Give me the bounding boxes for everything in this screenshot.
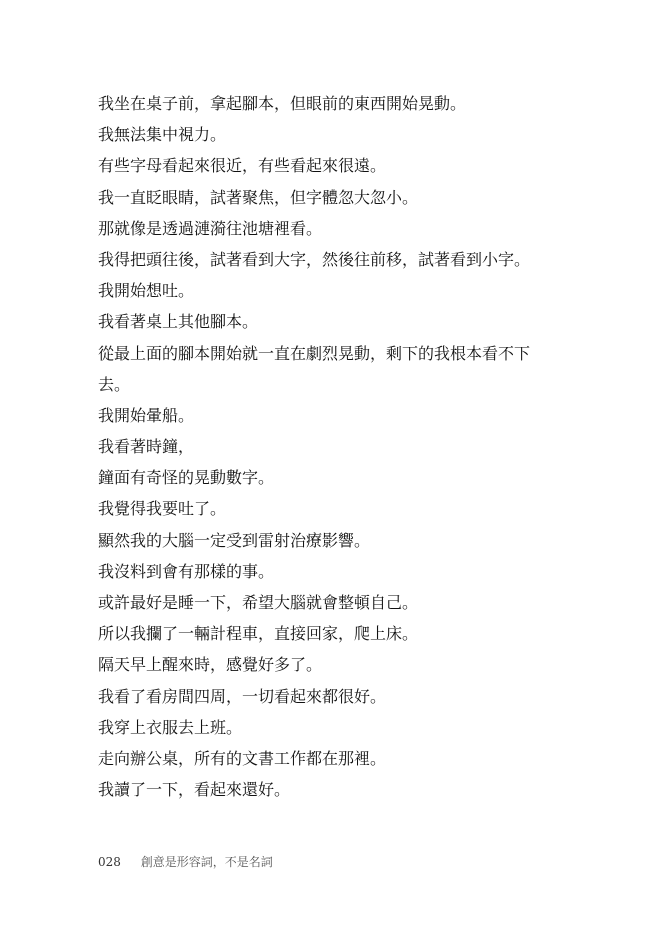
text-line: 有些字母看起來很近，有些看起來很遠。 bbox=[98, 156, 387, 176]
text-line: 我沒料到會有那樣的事。 bbox=[98, 561, 275, 581]
running-title: 創意是形容詞，不是名詞 bbox=[140, 855, 273, 869]
text-line: 我得把頭往後，試著看到大字，然後往前移，試著看到小字。 bbox=[98, 249, 531, 269]
text-line: 所以我攔了一輛計程車，直接回家，爬上床。 bbox=[98, 624, 419, 644]
text-line: 我看著時鐘， bbox=[98, 437, 195, 457]
text-line: 去。 bbox=[98, 374, 131, 394]
text-line: 或許最好是睡一下，希望大腦就會整頓自己。 bbox=[98, 593, 419, 612]
text-line: 我開始暈船。 bbox=[98, 405, 195, 425]
text-line: 我讀了一下，看起來還好。 bbox=[98, 780, 291, 800]
text-line: 從最上面的腳本開始就一直在劇烈晃動，剩下的我根本看不下 bbox=[98, 343, 531, 363]
text-line: 走向辦公桌，所有的文書工作都在那裡。 bbox=[98, 748, 387, 768]
text-line: 我開始想吐。 bbox=[98, 281, 195, 301]
page-number: 028 bbox=[98, 855, 121, 869]
text-line: 我一直眨眼睛，試著聚焦，但字體忽大忽小。 bbox=[98, 187, 419, 207]
text-line: 我看了看房間四周，一切看起來都很好。 bbox=[98, 686, 387, 706]
text-line: 顯然我的大腦一定受到雷射治療影響。 bbox=[98, 530, 371, 550]
text-line: 鐘面有奇怪的晃動數字。 bbox=[98, 468, 275, 488]
body-text bbox=[98, 88, 578, 805]
text-line: 那就像是透過漣漪往池塘裡看。 bbox=[98, 218, 323, 238]
text-line: 我穿上衣服去上班。 bbox=[98, 717, 243, 737]
text-line: 我覺得我要吐了。 bbox=[98, 499, 227, 519]
text-line: 我無法集中視力。 bbox=[98, 125, 227, 145]
text-line: 隔天早上醒來時，感覺好多了。 bbox=[98, 655, 323, 675]
text-line: 我看著桌上其他腳本。 bbox=[98, 312, 259, 332]
text-line: 我坐在桌子前，拿起腳本，但眼前的東西開始晃動。 bbox=[98, 94, 467, 113]
page-footer bbox=[98, 853, 273, 870]
